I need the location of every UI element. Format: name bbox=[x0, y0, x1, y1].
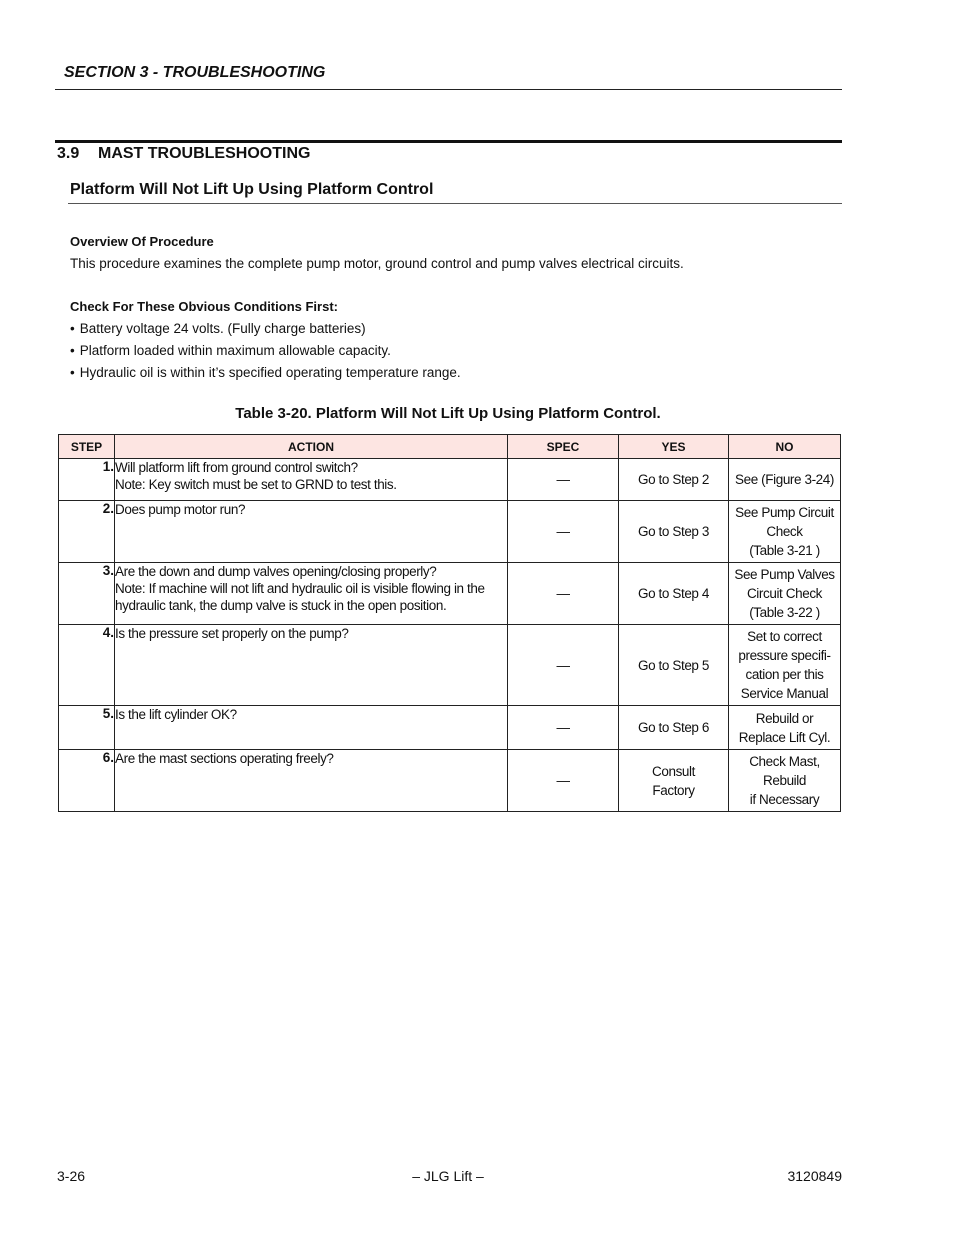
yes-line: Factory bbox=[652, 782, 695, 798]
column-header-no: NO bbox=[729, 435, 841, 459]
yes-cell bbox=[619, 625, 729, 706]
action-line: Note: Key switch must be set to GRND to test this. bbox=[115, 477, 397, 492]
step-cell: 2. bbox=[59, 501, 115, 563]
yes-cell bbox=[619, 501, 729, 563]
no-line: cation per this bbox=[745, 667, 824, 682]
no-line: See (Figure 3-24) bbox=[735, 472, 834, 487]
no-cell bbox=[729, 625, 841, 706]
yes-cell bbox=[619, 459, 729, 501]
yes-cell bbox=[619, 750, 729, 812]
overview-text: This procedure examines the complete pump motor, ground control and pump valves electrical circuits. bbox=[70, 256, 684, 271]
step-cell: 3. bbox=[59, 563, 115, 625]
overview-heading: Overview Of Procedure bbox=[70, 234, 214, 249]
step-cell: 5. bbox=[59, 706, 115, 750]
no-cell bbox=[729, 706, 841, 750]
no-line: pressure specifi- bbox=[738, 648, 831, 663]
no-cell bbox=[729, 563, 841, 625]
section-header: SECTION 3 - TROUBLESHOOTING bbox=[64, 64, 326, 81]
column-header-spec: SPEC bbox=[508, 435, 619, 459]
action-line: Is the lift cylinder OK? bbox=[115, 707, 237, 722]
yes-line: Go to Step 3 bbox=[638, 524, 709, 539]
action-cell bbox=[115, 501, 508, 563]
table-row bbox=[59, 501, 841, 563]
action-cell bbox=[115, 750, 508, 812]
column-header-action: ACTION bbox=[115, 435, 508, 459]
subsection-title: Platform Will Not Lift Up Using Platform Control bbox=[70, 181, 434, 198]
action-cell bbox=[115, 563, 508, 625]
action-line: Will platform lift from ground control switch? bbox=[115, 460, 358, 475]
table-caption: Table 3-20. Platform Will Not Lift Up Using Platform Control. bbox=[235, 405, 661, 422]
table-row bbox=[59, 706, 841, 750]
spec-cell: — bbox=[508, 706, 619, 750]
no-line: Set to correct bbox=[747, 629, 822, 644]
no-line: Check Mast, bbox=[749, 754, 820, 769]
footer-page-number: 3-26 bbox=[57, 1168, 86, 1184]
no-line: See Pump Circuit bbox=[735, 505, 834, 520]
action-line: hydraulic tank, the dump valve is stuck in the open position. bbox=[115, 598, 447, 613]
subsection-rule bbox=[68, 203, 842, 204]
checks-item: • Hydraulic oil is within it’s specified operating temperature range. bbox=[70, 364, 461, 386]
step-cell: 4. bbox=[59, 625, 115, 706]
header-rule bbox=[55, 89, 842, 90]
section-title-text: MAST TROUBLESHOOTING bbox=[98, 145, 311, 162]
column-header-step: STEP bbox=[59, 435, 115, 459]
column-header-yes: YES bbox=[619, 435, 729, 459]
checks-heading: Check For These Obvious Conditions First: bbox=[70, 299, 338, 314]
action-line: Are the mast sections operating freely? bbox=[115, 751, 334, 766]
no-line: Circuit Check bbox=[746, 586, 823, 601]
spec-cell: — bbox=[508, 563, 619, 625]
no-line: Rebuild bbox=[763, 773, 806, 788]
section-title bbox=[57, 145, 310, 163]
yes-line: Consult bbox=[652, 763, 695, 779]
no-cell bbox=[729, 501, 841, 563]
spec-cell: — bbox=[508, 459, 619, 501]
no-line: if Necessary bbox=[749, 792, 820, 807]
action-line: Are the down and dump valves opening/closing properly? bbox=[115, 564, 437, 579]
spec-cell: — bbox=[508, 750, 619, 812]
no-line: (Table 3-22 ) bbox=[749, 605, 820, 620]
no-line: Replace Lift Cyl. bbox=[738, 729, 831, 745]
checks-list bbox=[70, 320, 461, 386]
action-cell bbox=[115, 459, 508, 501]
table-row bbox=[59, 625, 841, 706]
no-line: Service Manual bbox=[740, 686, 829, 701]
yes-line: Go to Step 2 bbox=[638, 472, 709, 487]
table-row bbox=[59, 563, 841, 625]
spec-cell: — bbox=[508, 625, 619, 706]
no-cell bbox=[729, 459, 841, 501]
action-cell bbox=[115, 625, 508, 706]
action-line: Is the pressure set properly on the pump? bbox=[115, 626, 349, 641]
footer-title: – JLG Lift – bbox=[412, 1168, 484, 1184]
action-cell bbox=[115, 706, 508, 750]
no-cell bbox=[729, 750, 841, 812]
checks-item: • Battery voltage 24 volts. (Fully charge batteries) bbox=[70, 320, 461, 342]
yes-cell bbox=[619, 706, 729, 750]
step-cell: 1. bbox=[59, 459, 115, 501]
action-line: Does pump motor run? bbox=[115, 502, 246, 517]
table-row bbox=[59, 459, 841, 501]
troubleshooting-table bbox=[58, 434, 841, 812]
table-row bbox=[59, 750, 841, 812]
section-number: 3.9 bbox=[57, 145, 80, 162]
section-rule bbox=[55, 140, 842, 143]
table-header-row bbox=[59, 435, 841, 459]
yes-line: Go to Step 6 bbox=[638, 720, 709, 735]
yes-line: Go to Step 4 bbox=[638, 586, 709, 601]
step-cell: 6. bbox=[59, 750, 115, 812]
footer-doc-number: 3120849 bbox=[787, 1168, 842, 1184]
spec-cell: — bbox=[508, 501, 619, 563]
checks-item: • Platform loaded within maximum allowable capacity. bbox=[70, 342, 461, 364]
yes-cell bbox=[619, 563, 729, 625]
yes-line: Go to Step 5 bbox=[638, 657, 709, 673]
no-line: Rebuild or bbox=[755, 710, 814, 726]
action-line: Note: If machine will not lift and hydraulic oil is visible flowing in the bbox=[115, 581, 485, 596]
no-line: (Table 3-21 ) bbox=[749, 543, 820, 558]
no-line: See Pump Valves bbox=[734, 567, 835, 582]
no-line: Check bbox=[766, 524, 803, 539]
